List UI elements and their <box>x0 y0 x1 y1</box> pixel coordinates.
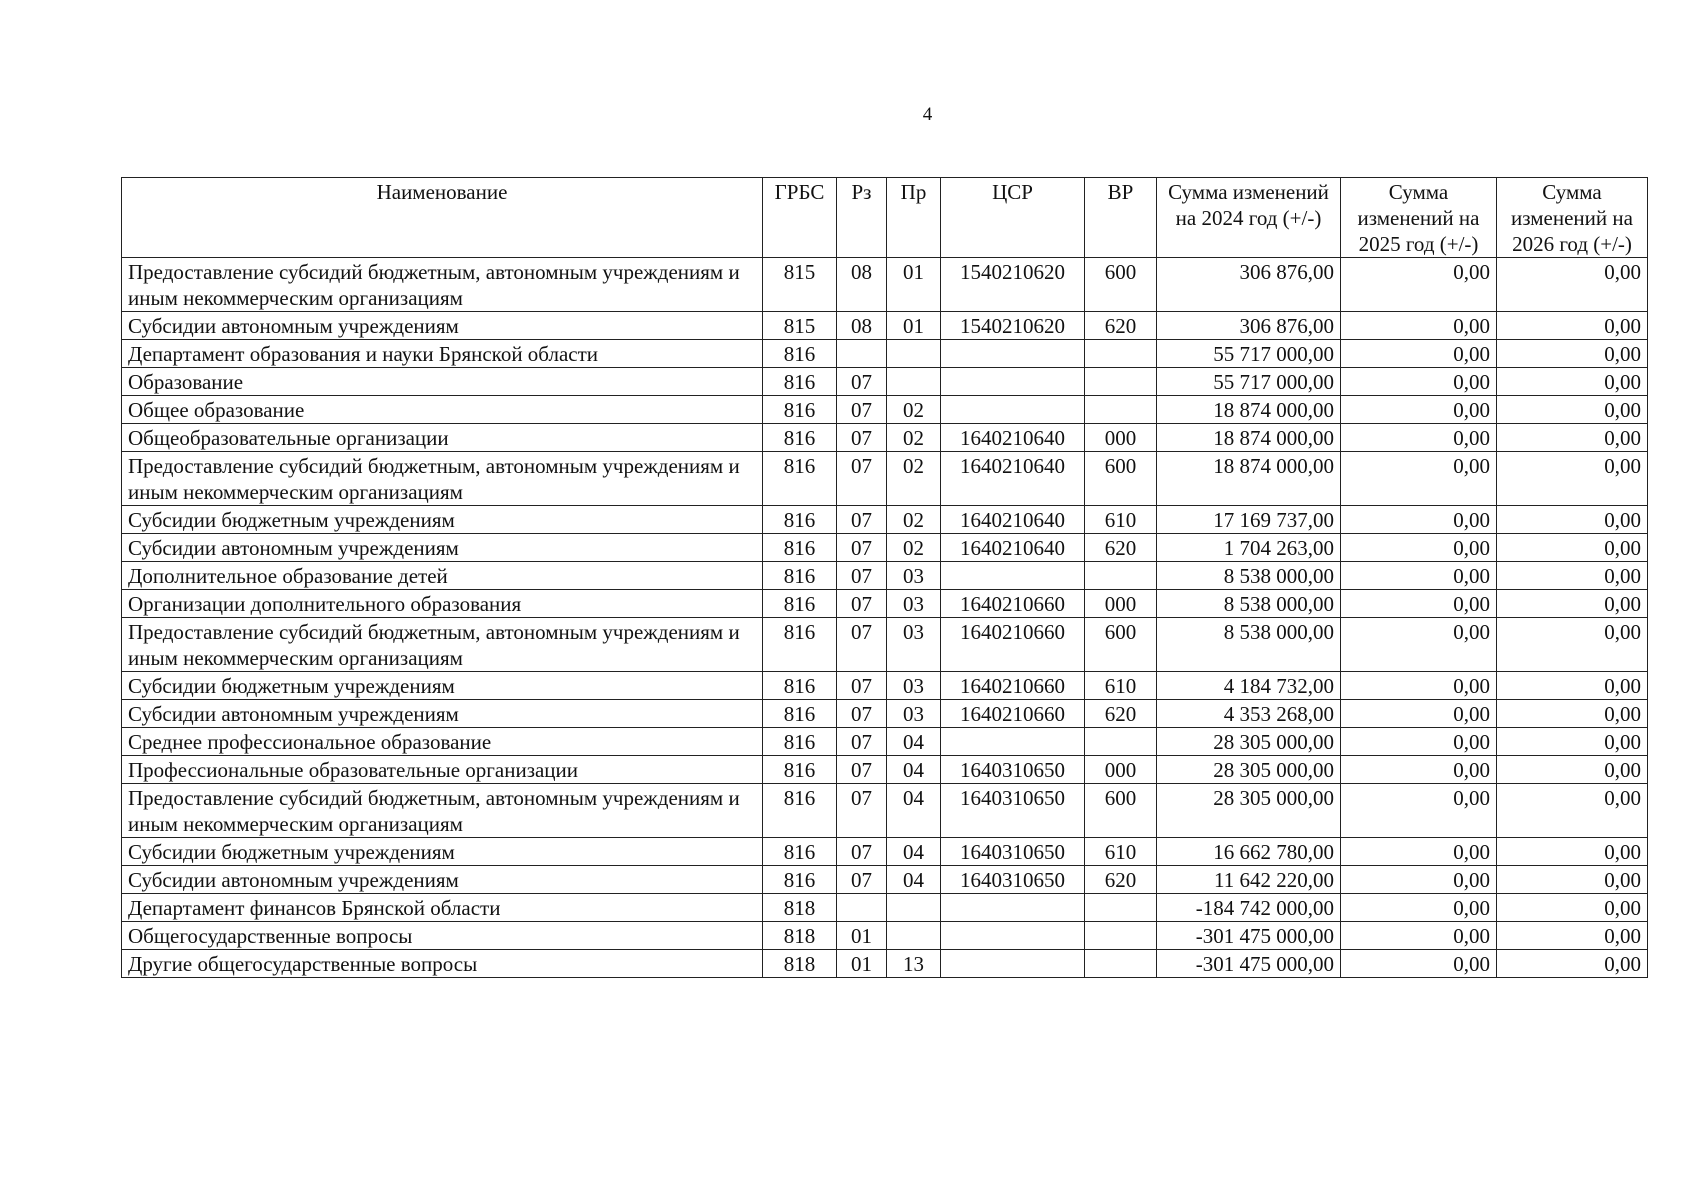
cell-sum-2024: 1 704 263,00 <box>1157 534 1341 562</box>
cell-csr: 1640210640 <box>941 452 1085 506</box>
cell-csr <box>941 368 1085 396</box>
cell-rz: 07 <box>837 700 887 728</box>
cell-csr <box>941 894 1085 922</box>
cell-csr <box>941 728 1085 756</box>
cell-pr: 01 <box>887 258 941 312</box>
cell-sum-2025: 0,00 <box>1341 784 1497 838</box>
cell-sum-2024: 55 717 000,00 <box>1157 340 1341 368</box>
table-row <box>122 534 1648 562</box>
header-pr: Пр <box>887 178 941 258</box>
cell-sum-2024: 28 305 000,00 <box>1157 784 1341 838</box>
cell-name: Предоставление субсидий бюджетным, автономным учреждениям и иным некоммерческим организациям <box>122 258 763 312</box>
cell-name: Общеобразовательные организации <box>122 424 763 452</box>
cell-sum-2025: 0,00 <box>1341 258 1497 312</box>
cell-sum-2025: 0,00 <box>1341 452 1497 506</box>
cell-pr: 04 <box>887 756 941 784</box>
cell-csr: 1640310650 <box>941 756 1085 784</box>
table-row <box>122 922 1648 950</box>
cell-vr: 000 <box>1085 424 1157 452</box>
cell-sum-2026: 0,00 <box>1497 396 1648 424</box>
cell-vr: 620 <box>1085 312 1157 340</box>
cell-sum-2026: 0,00 <box>1497 700 1648 728</box>
cell-name: Субсидии автономным учреждениям <box>122 534 763 562</box>
cell-sum-2025: 0,00 <box>1341 866 1497 894</box>
cell-vr: 600 <box>1085 784 1157 838</box>
cell-sum-2024: 8 538 000,00 <box>1157 562 1341 590</box>
cell-grbs: 816 <box>763 452 837 506</box>
cell-rz: 07 <box>837 728 887 756</box>
cell-vr <box>1085 340 1157 368</box>
cell-sum-2025: 0,00 <box>1341 424 1497 452</box>
cell-vr: 620 <box>1085 866 1157 894</box>
cell-name: Субсидии бюджетным учреждениям <box>122 838 763 866</box>
cell-sum-2026: 0,00 <box>1497 784 1648 838</box>
cell-pr: 04 <box>887 728 941 756</box>
cell-vr: 600 <box>1085 258 1157 312</box>
cell-name: Профессиональные образовательные организации <box>122 756 763 784</box>
cell-vr: 000 <box>1085 590 1157 618</box>
cell-sum-2024: 18 874 000,00 <box>1157 452 1341 506</box>
cell-rz: 07 <box>837 838 887 866</box>
cell-vr <box>1085 894 1157 922</box>
cell-csr <box>941 562 1085 590</box>
cell-sum-2024: 11 642 220,00 <box>1157 866 1341 894</box>
cell-sum-2024: 4 184 732,00 <box>1157 672 1341 700</box>
cell-sum-2025: 0,00 <box>1341 340 1497 368</box>
cell-sum-2026: 0,00 <box>1497 590 1648 618</box>
cell-csr: 1640210660 <box>941 590 1085 618</box>
cell-rz: 07 <box>837 506 887 534</box>
cell-csr <box>941 950 1085 978</box>
cell-rz: 07 <box>837 618 887 672</box>
cell-sum-2025: 0,00 <box>1341 672 1497 700</box>
cell-csr: 1640310650 <box>941 866 1085 894</box>
table-row <box>122 894 1648 922</box>
cell-pr <box>887 368 941 396</box>
header-sum-2026: Сумма изменений на 2026 год (+/-) <box>1497 178 1648 258</box>
cell-sum-2026: 0,00 <box>1497 950 1648 978</box>
cell-rz: 01 <box>837 950 887 978</box>
table-row <box>122 312 1648 340</box>
cell-rz <box>837 340 887 368</box>
cell-sum-2025: 0,00 <box>1341 590 1497 618</box>
cell-csr: 1640210660 <box>941 700 1085 728</box>
cell-sum-2026: 0,00 <box>1497 368 1648 396</box>
cell-pr: 02 <box>887 396 941 424</box>
page-number: 4 <box>922 104 933 125</box>
table-row <box>122 340 1648 368</box>
table-row <box>122 258 1648 312</box>
cell-csr: 1640210640 <box>941 506 1085 534</box>
cell-rz: 07 <box>837 866 887 894</box>
cell-pr: 03 <box>887 700 941 728</box>
cell-pr: 02 <box>887 424 941 452</box>
cell-grbs: 816 <box>763 368 837 396</box>
cell-sum-2024: 16 662 780,00 <box>1157 838 1341 866</box>
cell-pr <box>887 340 941 368</box>
cell-vr: 600 <box>1085 452 1157 506</box>
cell-pr <box>887 894 941 922</box>
cell-pr: 02 <box>887 506 941 534</box>
header-csr: ЦСР <box>941 178 1085 258</box>
cell-rz: 07 <box>837 534 887 562</box>
table-row <box>122 452 1648 506</box>
cell-vr: 610 <box>1085 838 1157 866</box>
cell-rz: 07 <box>837 672 887 700</box>
table-row <box>122 866 1648 894</box>
budget-table <box>121 177 1648 978</box>
cell-pr: 04 <box>887 838 941 866</box>
table-row <box>122 838 1648 866</box>
table-header-row <box>122 178 1648 258</box>
cell-name: Среднее профессиональное образование <box>122 728 763 756</box>
table-row <box>122 368 1648 396</box>
cell-pr: 03 <box>887 618 941 672</box>
cell-sum-2026: 0,00 <box>1497 340 1648 368</box>
cell-grbs: 816 <box>763 838 837 866</box>
cell-pr: 13 <box>887 950 941 978</box>
cell-name: Предоставление субсидий бюджетным, автономным учреждениям и иным некоммерческим организациям <box>122 784 763 838</box>
cell-sum-2024: 18 874 000,00 <box>1157 424 1341 452</box>
table-row <box>122 784 1648 838</box>
cell-vr: 620 <box>1085 534 1157 562</box>
cell-sum-2025: 0,00 <box>1341 700 1497 728</box>
cell-vr: 600 <box>1085 618 1157 672</box>
cell-sum-2026: 0,00 <box>1497 258 1648 312</box>
cell-sum-2025: 0,00 <box>1341 534 1497 562</box>
cell-sum-2024: 306 876,00 <box>1157 258 1341 312</box>
cell-pr: 04 <box>887 866 941 894</box>
cell-pr: 03 <box>887 590 941 618</box>
cell-name: Образование <box>122 368 763 396</box>
table-row <box>122 506 1648 534</box>
cell-sum-2026: 0,00 <box>1497 672 1648 700</box>
cell-pr: 02 <box>887 452 941 506</box>
cell-name: Субсидии автономным учреждениям <box>122 700 763 728</box>
cell-grbs: 818 <box>763 950 837 978</box>
cell-vr <box>1085 728 1157 756</box>
cell-vr: 620 <box>1085 700 1157 728</box>
cell-name: Дополнительное образование детей <box>122 562 763 590</box>
cell-sum-2026: 0,00 <box>1497 424 1648 452</box>
cell-pr: 03 <box>887 562 941 590</box>
cell-sum-2025: 0,00 <box>1341 562 1497 590</box>
cell-csr <box>941 396 1085 424</box>
table-row <box>122 950 1648 978</box>
cell-vr <box>1085 922 1157 950</box>
cell-pr <box>887 922 941 950</box>
table-row <box>122 396 1648 424</box>
header-rz: Рз <box>837 178 887 258</box>
cell-name: Субсидии автономным учреждениям <box>122 312 763 340</box>
cell-grbs: 816 <box>763 728 837 756</box>
cell-grbs: 815 <box>763 258 837 312</box>
cell-sum-2025: 0,00 <box>1341 618 1497 672</box>
cell-rz: 07 <box>837 562 887 590</box>
cell-sum-2024: -301 475 000,00 <box>1157 950 1341 978</box>
cell-sum-2025: 0,00 <box>1341 312 1497 340</box>
cell-grbs: 816 <box>763 784 837 838</box>
cell-sum-2026: 0,00 <box>1497 506 1648 534</box>
cell-sum-2026: 0,00 <box>1497 756 1648 784</box>
cell-sum-2026: 0,00 <box>1497 618 1648 672</box>
cell-vr <box>1085 396 1157 424</box>
cell-grbs: 816 <box>763 618 837 672</box>
cell-sum-2026: 0,00 <box>1497 452 1648 506</box>
cell-csr <box>941 922 1085 950</box>
cell-sum-2025: 0,00 <box>1341 728 1497 756</box>
cell-grbs: 816 <box>763 506 837 534</box>
cell-csr: 1640210660 <box>941 672 1085 700</box>
cell-name: Общегосударственные вопросы <box>122 922 763 950</box>
header-name: Наименование <box>122 178 763 258</box>
cell-rz: 07 <box>837 396 887 424</box>
cell-sum-2026: 0,00 <box>1497 562 1648 590</box>
header-sum-2025: Сумма изменений на 2025 год (+/-) <box>1341 178 1497 258</box>
cell-sum-2026: 0,00 <box>1497 922 1648 950</box>
cell-pr: 04 <box>887 784 941 838</box>
cell-csr: 1640210640 <box>941 534 1085 562</box>
cell-pr: 02 <box>887 534 941 562</box>
cell-grbs: 815 <box>763 312 837 340</box>
cell-grbs: 818 <box>763 922 837 950</box>
cell-sum-2026: 0,00 <box>1497 894 1648 922</box>
cell-grbs: 816 <box>763 534 837 562</box>
cell-grbs: 816 <box>763 340 837 368</box>
cell-name: Организации дополнительного образования <box>122 590 763 618</box>
cell-grbs: 816 <box>763 756 837 784</box>
cell-grbs: 816 <box>763 590 837 618</box>
cell-csr: 1640310650 <box>941 838 1085 866</box>
cell-sum-2026: 0,00 <box>1497 838 1648 866</box>
cell-csr <box>941 340 1085 368</box>
cell-name: Субсидии бюджетным учреждениям <box>122 672 763 700</box>
cell-grbs: 816 <box>763 672 837 700</box>
table-row <box>122 590 1648 618</box>
table-row <box>122 672 1648 700</box>
cell-sum-2026: 0,00 <box>1497 534 1648 562</box>
header-sum-2024: Сумма изменений на 2024 год (+/-) <box>1157 178 1341 258</box>
cell-sum-2024: 55 717 000,00 <box>1157 368 1341 396</box>
cell-sum-2024: 17 169 737,00 <box>1157 506 1341 534</box>
table-row <box>122 562 1648 590</box>
table-row <box>122 424 1648 452</box>
cell-rz: 07 <box>837 784 887 838</box>
table-row <box>122 756 1648 784</box>
cell-sum-2024: 28 305 000,00 <box>1157 756 1341 784</box>
cell-csr: 1540210620 <box>941 258 1085 312</box>
cell-name: Субсидии автономным учреждениям <box>122 866 763 894</box>
cell-vr: 610 <box>1085 672 1157 700</box>
cell-csr: 1640210640 <box>941 424 1085 452</box>
table-row <box>122 728 1648 756</box>
cell-rz: 07 <box>837 368 887 396</box>
cell-rz: 01 <box>837 922 887 950</box>
header-grbs: ГРБС <box>763 178 837 258</box>
cell-csr: 1640210660 <box>941 618 1085 672</box>
cell-name: Субсидии бюджетным учреждениям <box>122 506 763 534</box>
cell-sum-2025: 0,00 <box>1341 922 1497 950</box>
cell-grbs: 816 <box>763 700 837 728</box>
cell-sum-2025: 0,00 <box>1341 756 1497 784</box>
cell-sum-2024: 28 305 000,00 <box>1157 728 1341 756</box>
table-body <box>122 258 1648 978</box>
cell-sum-2025: 0,00 <box>1341 950 1497 978</box>
cell-sum-2025: 0,00 <box>1341 894 1497 922</box>
cell-name: Предоставление субсидий бюджетным, автономным учреждениям и иным некоммерческим организациям <box>122 618 763 672</box>
table-row <box>122 700 1648 728</box>
cell-name: Предоставление субсидий бюджетным, автономным учреждениям и иным некоммерческим организациям <box>122 452 763 506</box>
cell-vr: 000 <box>1085 756 1157 784</box>
cell-vr: 610 <box>1085 506 1157 534</box>
cell-sum-2025: 0,00 <box>1341 838 1497 866</box>
cell-rz: 08 <box>837 312 887 340</box>
cell-grbs: 818 <box>763 894 837 922</box>
cell-name: Департамент образования и науки Брянской области <box>122 340 763 368</box>
cell-vr <box>1085 368 1157 396</box>
cell-sum-2024: 4 353 268,00 <box>1157 700 1341 728</box>
cell-grbs: 816 <box>763 562 837 590</box>
cell-grbs: 816 <box>763 396 837 424</box>
cell-sum-2024: -184 742 000,00 <box>1157 894 1341 922</box>
cell-sum-2024: 8 538 000,00 <box>1157 618 1341 672</box>
cell-rz: 07 <box>837 424 887 452</box>
cell-pr: 03 <box>887 672 941 700</box>
cell-grbs: 816 <box>763 424 837 452</box>
cell-name: Департамент финансов Брянской области <box>122 894 763 922</box>
header-vr: ВР <box>1085 178 1157 258</box>
cell-vr <box>1085 950 1157 978</box>
cell-csr: 1640310650 <box>941 784 1085 838</box>
cell-rz: 07 <box>837 452 887 506</box>
cell-sum-2026: 0,00 <box>1497 866 1648 894</box>
table-row <box>122 618 1648 672</box>
cell-name: Общее образование <box>122 396 763 424</box>
cell-sum-2026: 0,00 <box>1497 728 1648 756</box>
cell-name: Другие общегосударственные вопросы <box>122 950 763 978</box>
cell-grbs: 816 <box>763 866 837 894</box>
cell-sum-2025: 0,00 <box>1341 506 1497 534</box>
cell-sum-2024: -301 475 000,00 <box>1157 922 1341 950</box>
cell-sum-2024: 18 874 000,00 <box>1157 396 1341 424</box>
cell-rz: 07 <box>837 590 887 618</box>
cell-rz: 07 <box>837 756 887 784</box>
cell-pr: 01 <box>887 312 941 340</box>
cell-sum-2025: 0,00 <box>1341 368 1497 396</box>
cell-sum-2026: 0,00 <box>1497 312 1648 340</box>
cell-sum-2024: 8 538 000,00 <box>1157 590 1341 618</box>
cell-rz <box>837 894 887 922</box>
cell-sum-2024: 306 876,00 <box>1157 312 1341 340</box>
cell-csr: 1540210620 <box>941 312 1085 340</box>
cell-rz: 08 <box>837 258 887 312</box>
cell-sum-2025: 0,00 <box>1341 396 1497 424</box>
cell-vr <box>1085 562 1157 590</box>
